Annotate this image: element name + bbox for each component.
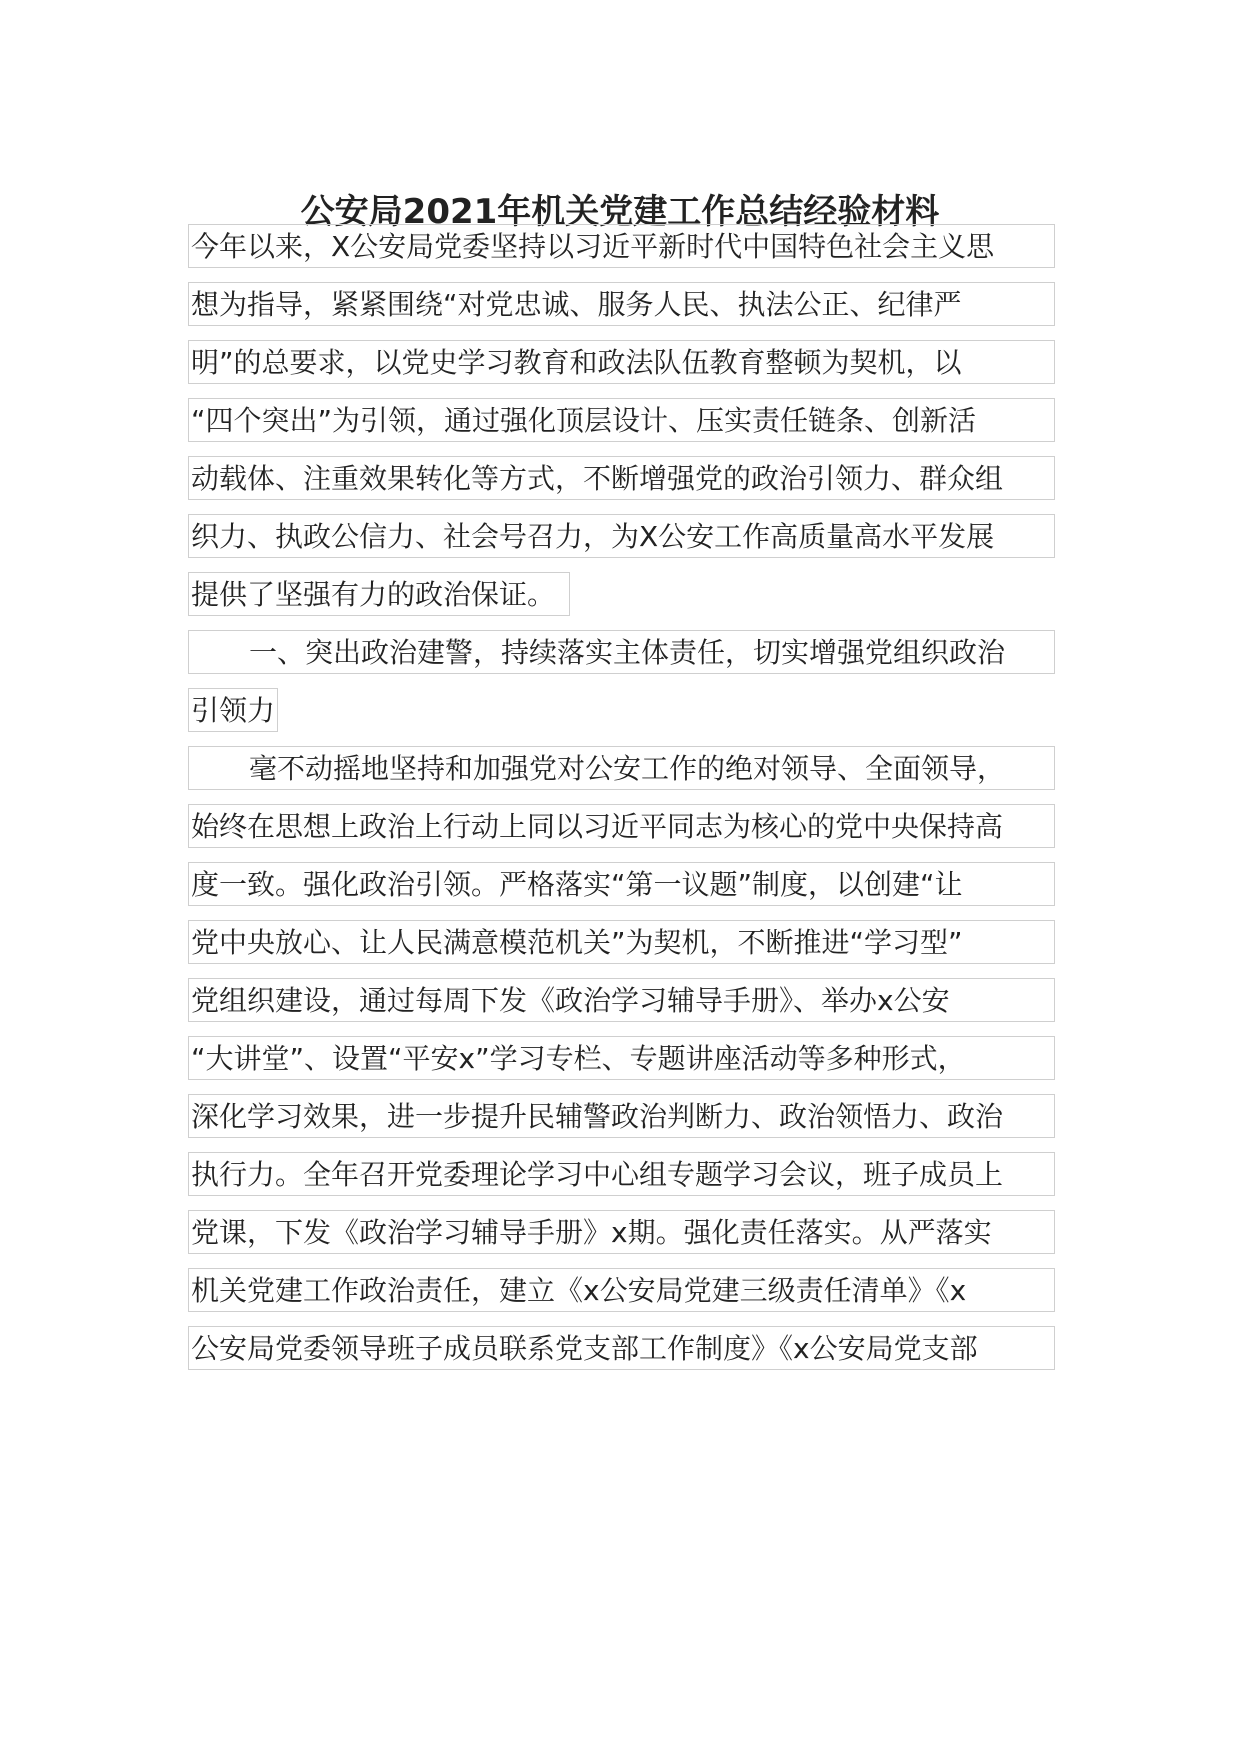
- text-line: 始终在思想上政治上行动上同以习近平同志为核心的党中央保持高: [188, 804, 1055, 848]
- text-line: 执行力。全年召开党委理论学习中心组专题学习会议，班子成员上: [188, 1152, 1055, 1196]
- text-line: 公安局党委领导班子成员联系党支部工作制度》《x公安局党支部: [188, 1326, 1055, 1370]
- text-line: 动载体、注重效果转化等方式，不断增强党的政治引领力、群众组: [188, 456, 1055, 500]
- text-line: 党组织建设，通过每周下发《政治学习辅导手册》、举办x公安: [188, 978, 1055, 1022]
- text-line: 想为指导，紧紧围绕“对党忠诚、服务人民、执法公正、纪律严: [188, 282, 1055, 326]
- text-line: 党课，下发《政治学习辅导手册》x期。强化责任落实。从严落实: [188, 1210, 1055, 1254]
- text-line: 织力、执政公信力、社会号召力，为X公安工作高质量高水平发展: [188, 514, 1055, 558]
- text-line: 明”的总要求，以党史学习教育和政法队伍教育整顿为契机，以: [188, 340, 1055, 384]
- text-line: “大讲堂”、设置“平安x”学习专栏、专题讲座活动等多种形式，: [188, 1036, 1055, 1080]
- text-line: 今年以来，X公安局党委坚持以习近平新时代中国特色社会主义思: [188, 224, 1055, 268]
- page-title: 公安局2021年机关党建工作总结经验材料: [300, 192, 940, 232]
- text-line: “四个突出”为引领，通过强化顶层设计、压实责任链条、创新活: [188, 398, 1055, 442]
- text-line: 深化学习效果，进一步提升民辅警政治判断力、政治领悟力、政治: [188, 1094, 1055, 1138]
- text-line: 党中央放心、让人民满意模范机关”为契机，不断推进“学习型”: [188, 920, 1055, 964]
- text-line: 提供了坚强有力的政治保证。: [188, 572, 570, 616]
- text-line: 毫不动摇地坚持和加强党对公安工作的绝对领导、全面领导，: [188, 746, 1055, 790]
- heading-line: 引领力: [188, 688, 278, 732]
- text-line: 度一致。强化政治引领。严格落实“第一议题”制度，以创建“让: [188, 862, 1055, 906]
- text-line: 机关党建工作政治责任，建立《x公安局党建三级责任清单》《x: [188, 1268, 1055, 1312]
- heading-line: 一、突出政治建警，持续落实主体责任，切实增强党组织政治: [188, 630, 1055, 674]
